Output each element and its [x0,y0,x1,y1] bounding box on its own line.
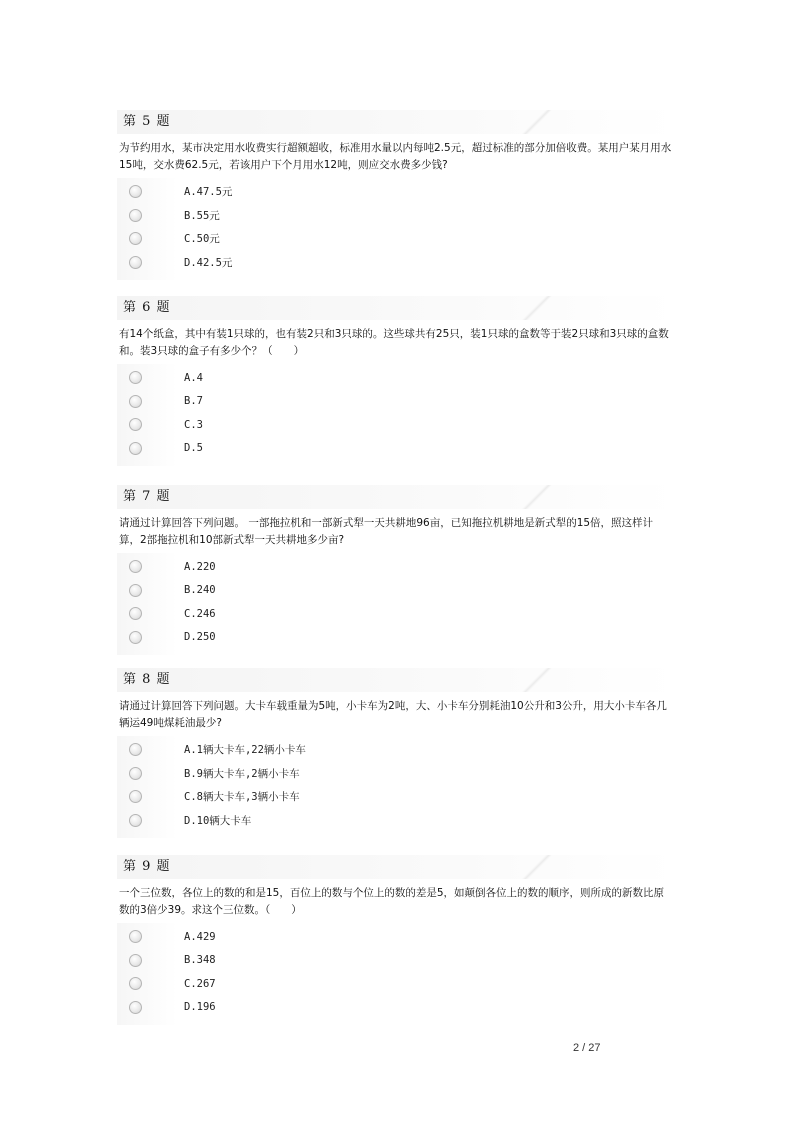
options-list [117,364,677,466]
option-label: B.9辆大卡车,2辆小卡车 [184,767,300,780]
option-d[interactable] [117,809,677,833]
radio-button[interactable] [129,631,142,644]
option-label: C.50元 [184,233,220,246]
option-c[interactable] [117,602,677,626]
question-title: 第 5 题 [117,110,677,134]
option-b[interactable] [117,762,677,786]
radio-button[interactable] [129,185,142,198]
radio-button[interactable] [129,584,142,597]
question-title: 第 9 题 [117,855,677,879]
radio-button[interactable] [129,418,142,431]
option-label: A.220 [184,560,216,573]
option-label: B.240 [184,584,216,597]
question-text: 一个三位数，各位上的数的和是15，百位上的数与个位上的数的差是5，如颠倒各位上的数的顺序，则所成的新数比原数的3倍少39。求这个三位数。（ ） [119,887,665,916]
option-label: D.5 [184,442,203,455]
option-label: D.196 [184,1001,216,1014]
option-label: A.47.5元 [184,186,233,199]
option-a[interactable] [117,555,677,579]
question-title: 第 6 题 [117,296,677,320]
radio-button[interactable] [129,371,142,384]
radio-button[interactable] [129,790,142,803]
radio-button[interactable] [129,1001,142,1014]
radio-button[interactable] [129,607,142,620]
question-5 [117,110,677,280]
option-label: D.42.5元 [184,256,233,269]
option-a[interactable] [117,738,677,762]
page-number: 2 / 27 [573,1042,601,1054]
options-list [117,553,677,655]
radio-button[interactable] [129,930,142,943]
options-list [117,178,677,280]
option-label: C.3 [184,418,203,431]
option-b[interactable] [117,579,677,603]
radio-button[interactable] [129,209,142,222]
option-label: C.8辆大卡车,3辆小卡车 [184,791,300,804]
radio-button[interactable] [129,977,142,990]
question-6 [117,296,677,466]
option-c[interactable] [117,972,677,996]
option-label: C.267 [184,977,216,990]
radio-button[interactable] [129,743,142,756]
option-label: B.348 [184,954,216,967]
option-b[interactable] [117,949,677,973]
question-7 [117,485,677,655]
option-c[interactable] [117,227,677,251]
question-text: 为节约用水，某市决定用水收费实行超额超收，标准用水量以内每吨2.5元，超过标准的部分加倍收费。某用户某月用水15吨，交水费62.5元，若该用户下个月用水12吨，则应交水费多少钱? [119,142,672,171]
option-d[interactable] [117,996,677,1020]
option-label: D.10辆大卡车 [184,814,252,827]
radio-button[interactable] [129,442,142,455]
option-label: C.246 [184,607,216,620]
question-title: 第 7 题 [117,485,677,509]
radio-button[interactable] [129,767,142,780]
option-label: A.429 [184,930,216,943]
option-a[interactable] [117,366,677,390]
question-text: 请通过计算回答下列问题。 一部拖拉机和一部新式犁一天共耕地96亩，已知拖拉机耕地是新式犁的15倍，照这样计算，2部拖拉机和10部新式犁一天共耕地多少亩? [119,517,654,546]
option-d[interactable] [117,626,677,650]
radio-button[interactable] [129,232,142,245]
option-label: B.55元 [184,209,220,222]
radio-button[interactable] [129,395,142,408]
option-a[interactable] [117,925,677,949]
radio-button[interactable] [129,256,142,269]
option-a[interactable] [117,180,677,204]
option-b[interactable] [117,204,677,228]
question-8 [117,668,677,838]
option-c[interactable] [117,785,677,809]
option-label: A.4 [184,371,203,384]
option-label: B.7 [184,395,203,408]
question-title: 第 8 题 [117,668,677,692]
radio-button[interactable] [129,814,142,827]
radio-button[interactable] [129,560,142,573]
question-9 [117,855,677,1025]
question-text: 请通过计算回答下列问题。大卡车载重量为5吨，小卡车为2吨，大、小卡车分别耗油10公升和3公升，用大小卡车各几辆运49吨煤耗油最少? [119,700,667,729]
option-label: D.250 [184,631,216,644]
option-label: A.1辆大卡车,22辆小卡车 [184,744,306,757]
options-list [117,736,677,838]
options-list [117,923,677,1025]
question-text: 有14个纸盒，其中有装1只球的，也有装2只和3只球的。这些球共有25只，装1只球的盒数等于装2只球和3只球的盒数和。装3只球的盒子有多少个？（ ） [119,328,669,357]
radio-button[interactable] [129,954,142,967]
option-c[interactable] [117,413,677,437]
option-b[interactable] [117,390,677,414]
option-d[interactable] [117,251,677,275]
option-d[interactable] [117,437,677,461]
